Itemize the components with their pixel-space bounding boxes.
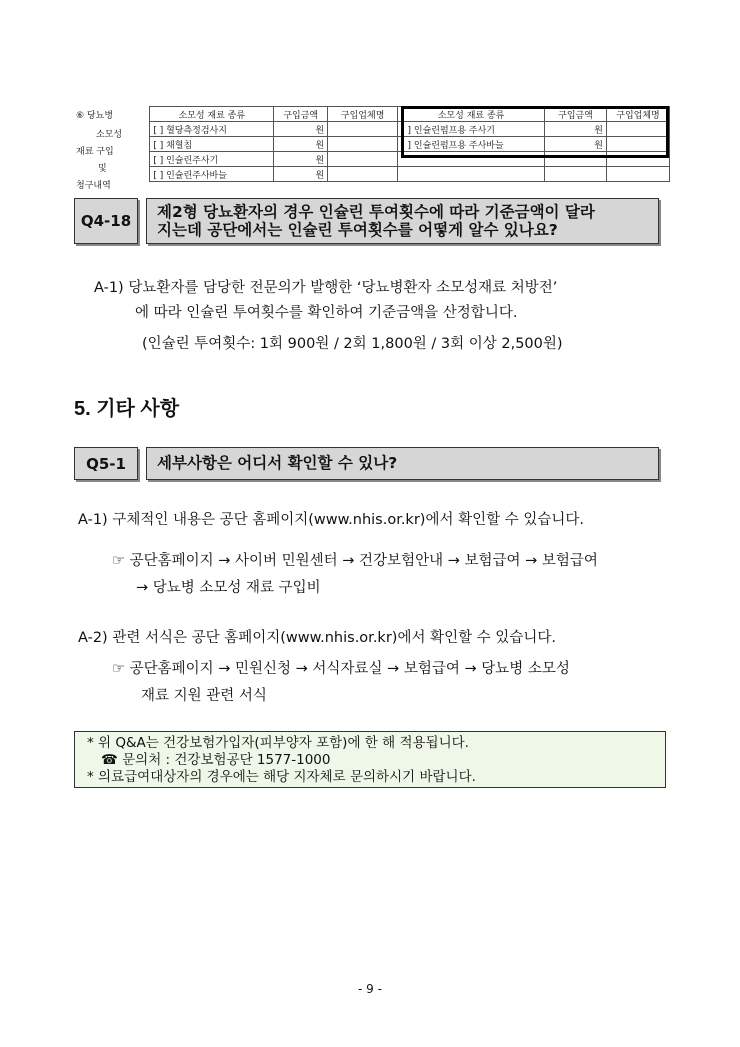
- nav-path-line: 재료 지원 관련 서식: [141, 688, 267, 704]
- vendor-cell[interactable]: [328, 122, 398, 137]
- header-cell: 소모성 재료 종류: [150, 107, 274, 122]
- form-side-label: 재료 구입: [76, 147, 114, 157]
- answer-line: A-1) 구체적인 내용은 공단 홈페이지(www.nhis.or.kr)에서 확인할 수 있습니다.: [78, 512, 584, 528]
- item-checkbox-cell[interactable]: [ ] 혈당측정검사지: [150, 122, 274, 137]
- nav-path-line: → 당뇨병 소모성 재료 구입비: [136, 580, 321, 596]
- highlight-frame: [401, 106, 669, 158]
- empty-cell: [398, 167, 545, 182]
- header-cell: 구입업체명: [328, 107, 398, 122]
- amount-cell[interactable]: 원: [274, 167, 328, 182]
- amount-cell[interactable]: 원: [274, 137, 328, 152]
- notice-box: [74, 731, 666, 788]
- item-checkbox-cell[interactable]: [ ] 인슐린펌프용 주사바늘: [398, 137, 545, 152]
- form-side-label: ⑥ 당뇨병: [76, 111, 114, 121]
- table-row: [74, 167, 670, 182]
- notice-line: * 위 Q&A는 건강보험가입자(피부양자 포함)에 한 해 적용됩니다.: [87, 735, 469, 751]
- amount-cell[interactable]: 원: [274, 152, 328, 167]
- header-cell: 소모성 재료 종류: [398, 107, 545, 122]
- header-cell: 구입금액: [274, 107, 328, 122]
- question-line: 제2형 당뇨환자의 경우 인슐린 투여횟수에 따라 기준금액이 달라: [157, 203, 595, 221]
- item-checkbox-cell[interactable]: [ ] 채혈침: [150, 137, 274, 152]
- answer-line: (인슐린 투여횟수: 1회 900원 / 2회 1,800원 / 3회 이상 2,500원): [142, 336, 563, 352]
- item-checkbox-cell[interactable]: [ ] 인슐린펌프용 주사기: [398, 122, 545, 137]
- question-line: 지는데 공단에서는 인슐린 투여횟수를 어떻게 알수 있나요?: [157, 221, 558, 239]
- answer-line: 에 따라 인슐린 투여횟수를 확인하여 기준금액을 산정합니다.: [135, 305, 518, 321]
- empty-cell: [545, 167, 607, 182]
- nav-path-line: ☞ 공단홈페이지 → 사이버 민원센터 → 건강보험안내 → 보험급여 → 보험급여: [112, 553, 598, 569]
- header-cell: 구입업체명: [606, 107, 669, 122]
- answer-line: A-1) 당뇨환자를 담당한 전문의가 발행한 ‘당뇨병환자 소모성재료 처방전’: [94, 280, 558, 296]
- amount-cell[interactable]: 원: [274, 122, 328, 137]
- amount-cell[interactable]: 원: [545, 122, 607, 137]
- item-checkbox-cell[interactable]: [ ] 인슐린주사기: [150, 152, 274, 167]
- vendor-cell[interactable]: [328, 137, 398, 152]
- answer-line: A-2) 관련 서식은 공단 홈페이지(www.nhis.or.kr)에서 확인할 수 있습니다.: [78, 630, 556, 646]
- section-title: 5. 기타 사항: [74, 398, 180, 420]
- question-box: [146, 447, 659, 480]
- page-number: - 9 -: [358, 982, 382, 996]
- form-side-label: 및: [98, 164, 107, 174]
- contact-line: ☎ 문의처 : 건강보험공단 1577-1000: [101, 752, 331, 768]
- empty-cell: [606, 167, 669, 182]
- nav-path-line: ☞ 공단홈페이지 → 민원신청 → 서식자료실 → 보험급여 → 당뇨병 소모성: [112, 661, 570, 677]
- vendor-cell[interactable]: [328, 152, 398, 167]
- vendor-cell[interactable]: [328, 167, 398, 182]
- item-checkbox-cell[interactable]: [ ] 인슐린주사바늘: [150, 167, 274, 182]
- form-side-label: 소모성: [96, 130, 123, 140]
- question-badge: Q4-18: [74, 198, 138, 244]
- notice-line: * 의료급여대상자의 경우에는 해당 지자체로 문의하시기 바랍니다.: [87, 769, 476, 785]
- amount-cell[interactable]: 원: [545, 137, 607, 152]
- form-side-label: 청구내역: [76, 181, 111, 191]
- question-badge: Q5-1: [74, 447, 138, 480]
- header-cell: 구입금액: [545, 107, 607, 122]
- question-line: 세부사항은 어디서 확인할 수 있나?: [157, 454, 398, 472]
- question-box: [146, 198, 659, 244]
